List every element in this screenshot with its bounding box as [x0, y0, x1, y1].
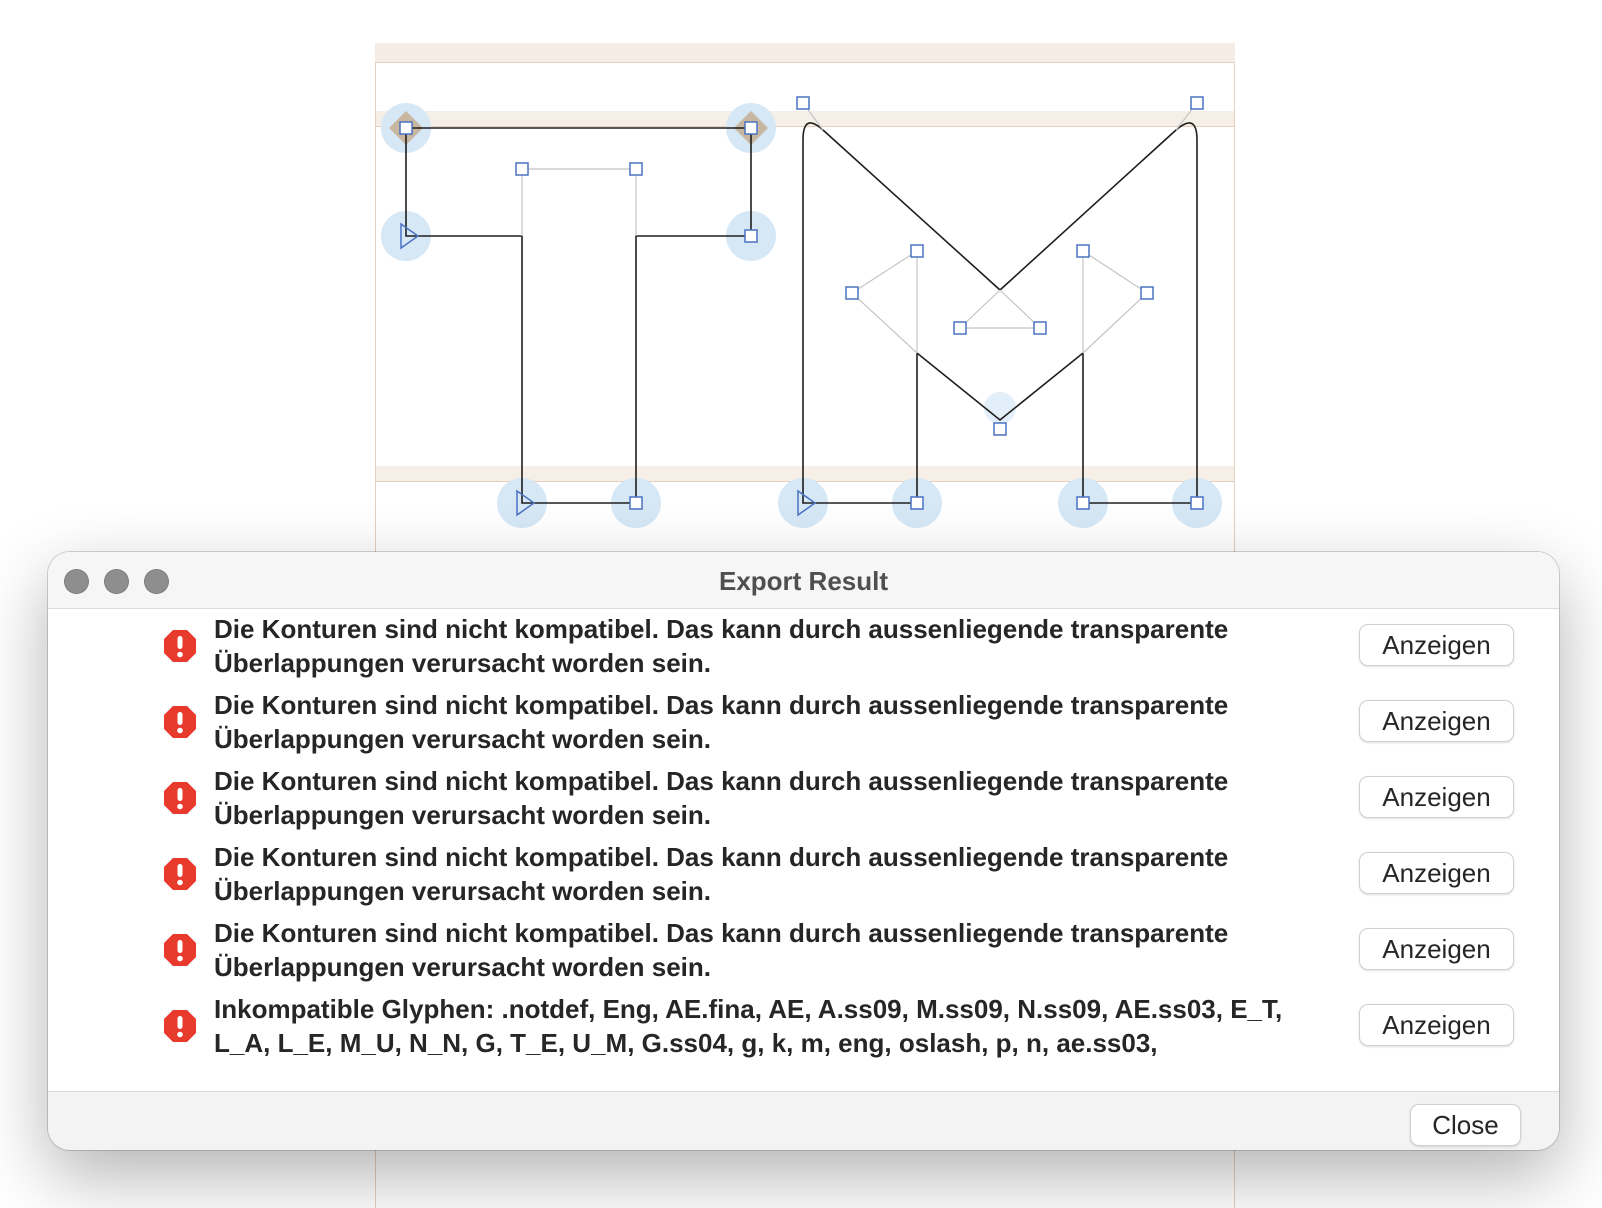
message-line-2: Überlappungen verursacht worden sein. — [214, 648, 711, 678]
show-button[interactable]: Anzeigen — [1359, 928, 1514, 970]
node-halos — [381, 103, 1222, 528]
message-line-2: Überlappungen verursacht worden sein. — [214, 724, 711, 754]
message-text — [214, 916, 1334, 984]
glyph-M-outline — [803, 123, 1197, 503]
message-text — [214, 840, 1334, 908]
message-line-1: Die Konturen sind nicht kompatibel. Das kann durch aussenliegende transparente — [214, 918, 1229, 948]
glyph-T-handles — [522, 169, 636, 236]
exclamation-octagon-icon — [163, 1009, 197, 1043]
message-row — [48, 989, 1559, 1065]
glyph-T-outline — [406, 128, 751, 503]
show-button[interactable]: Anzeigen — [1359, 700, 1514, 742]
message-row — [48, 609, 1559, 685]
message-line-1: Die Konturen sind nicht kompatibel. Das kann durch aussenliegende transparente — [214, 766, 1229, 796]
dialog-title: Export Result — [718, 566, 889, 596]
dialog-footer — [48, 1091, 1559, 1150]
message-row — [48, 837, 1559, 913]
export-result-dialog — [48, 552, 1559, 1150]
message-text — [214, 688, 1334, 756]
message-text — [214, 764, 1334, 832]
show-button[interactable]: Anzeigen — [1359, 852, 1514, 894]
title-bar[interactable] — [48, 552, 1559, 609]
exclamation-octagon-icon — [163, 857, 197, 891]
show-button[interactable]: Anzeigen — [1359, 776, 1514, 818]
message-row — [48, 913, 1559, 989]
exclamation-octagon-icon — [163, 781, 197, 815]
message-text — [214, 992, 1334, 1060]
message-line-2: Überlappungen verursacht worden sein. — [214, 952, 711, 982]
message-text — [214, 612, 1334, 680]
exclamation-octagon-icon — [163, 629, 197, 663]
message-line-1: Die Konturen sind nicht kompatibel. Das kann durch aussenliegende transparente — [214, 614, 1229, 644]
ascender-band — [375, 111, 1235, 126]
glyph-M-handles — [803, 103, 1197, 353]
exclamation-octagon-icon — [163, 933, 197, 967]
message-line-1: Die Konturen sind nicht kompatibel. Das kann durch aussenliegende transparente — [214, 690, 1229, 720]
show-button[interactable]: Anzeigen — [1359, 624, 1514, 666]
show-button[interactable]: Anzeigen — [1359, 1004, 1514, 1046]
exclamation-octagon-icon — [163, 705, 197, 739]
message-line-2: Überlappungen verursacht worden sein. — [214, 800, 711, 830]
top-metric-band — [375, 43, 1235, 63]
message-row — [48, 685, 1559, 761]
message-line-1: Inkompatible Glyphen: .notdef, Eng, AE.fina, AE, A.ss09, M.ss09, N.ss09, AE.ss03, E_T, — [214, 994, 1283, 1024]
message-line-2: Überlappungen verursacht worden sein. — [214, 876, 711, 906]
close-button[interactable]: Close — [1410, 1104, 1521, 1146]
message-line-1: Die Konturen sind nicht kompatibel. Das kann durch aussenliegende transparente — [214, 842, 1229, 872]
message-line-2: L_A, L_E, M_U, N_N, G, T_E, U_M, G.ss04, g, k, m, eng, oslash, p, n, ae.ss03, — [214, 1028, 1158, 1058]
message-row — [48, 761, 1559, 837]
export-messages-list[interactable] — [48, 609, 1559, 1091]
